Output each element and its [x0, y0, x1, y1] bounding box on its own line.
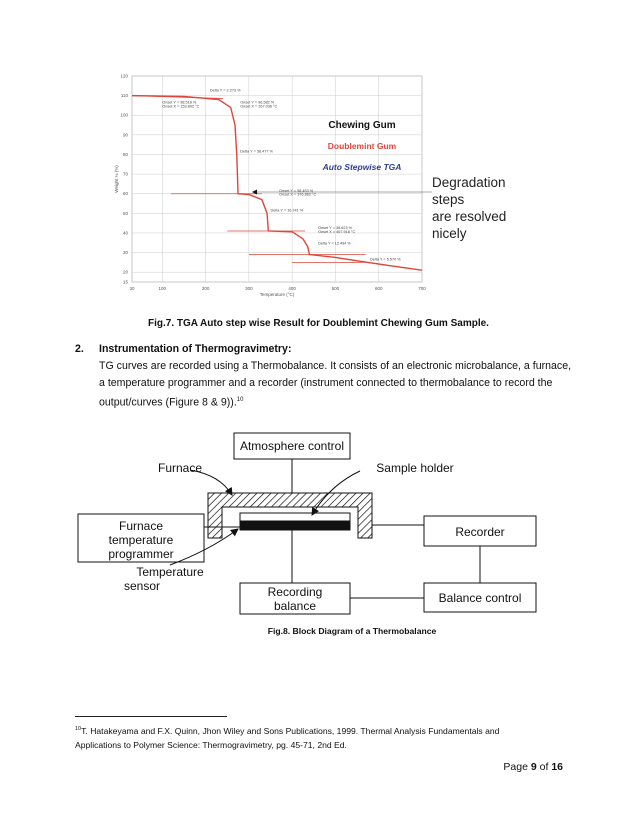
- recording-balance-label: Recording: [267, 585, 323, 599]
- programmer-label: programmer: [108, 547, 174, 561]
- y-tick-label: 120: [120, 73, 128, 79]
- x-tick-label: 200: [201, 286, 210, 291]
- sensor-label: sensor: [123, 579, 161, 593]
- note-line: are resolved: [432, 209, 507, 224]
- section-body: [99, 358, 571, 412]
- x-tick-label: 30: [129, 286, 135, 291]
- footnote-ref[interactable]: 10: [236, 397, 244, 403]
- programmer-label: temperature: [108, 533, 174, 547]
- y-tick-label: 110: [120, 93, 128, 99]
- y-tick-label: 30: [122, 250, 128, 256]
- y-tick-label: 100: [120, 112, 128, 118]
- recording-balance-label: balance: [273, 599, 317, 613]
- y-tick-label: 80: [122, 151, 128, 157]
- annotation: Onset X = 467.918 °C: [318, 229, 356, 234]
- annotation: Delta Y = 38.477 %: [240, 149, 273, 154]
- x-tick-label: 400: [288, 286, 296, 291]
- balance-beam: [240, 521, 350, 530]
- annotation: Onset Y = 96.582 %: [240, 100, 275, 105]
- annotation: Onset X = 267.036 °C: [240, 104, 278, 109]
- annotation: Onset Y = 98.518 %: [162, 100, 197, 105]
- y-tick-label: 60: [122, 191, 128, 197]
- footnote-number: 10: [75, 726, 82, 732]
- note-line: steps: [432, 192, 465, 207]
- x-tick-label: 700: [418, 286, 426, 291]
- annotation: Onset Y = 58.453 %: [279, 188, 314, 193]
- figure8-caption: Fig.8. Block Diagram of a Thermobalance: [267, 626, 437, 636]
- x-tick-label: 300: [245, 286, 253, 291]
- figure7-caption: Fig.7. TGA Auto step wise Result for Doublemint Chewing Gum Sample.: [148, 318, 489, 329]
- x-tick-label: 100: [158, 286, 167, 291]
- annotation: Onset X = 153.802 °C: [162, 104, 200, 109]
- y-tick-label: 20: [122, 269, 128, 275]
- footnote-line: T. Hatakeyama and F.X. Quinn, Jhon Wiley and Sons Publications, 1999. Thermal Analysis Fundamentals and: [81, 725, 500, 736]
- y-axis-label: Weight % (%): [114, 165, 119, 193]
- page-number: Page 9 of 16: [503, 761, 563, 773]
- y-tick-label: 40: [122, 230, 128, 236]
- y-tick-label: 50: [122, 210, 128, 216]
- chart-title: Chewing Gum: [328, 120, 396, 131]
- footnote: [75, 722, 499, 752]
- furnace-label: Furnace: [157, 461, 203, 475]
- annotation: Onset X = 376.862 °C: [279, 192, 317, 197]
- section-number: 2.: [75, 343, 84, 355]
- thermobalance-diagram: [70, 425, 570, 625]
- programmer-label: Furnace: [118, 519, 164, 533]
- body-line: TG curves are recorded using a Thermobalance. It consists of an electronic microbalance, a furnace,: [99, 360, 572, 372]
- y-tick-label: 70: [122, 171, 128, 177]
- annotation: Onset Y = 38.623 %: [318, 226, 353, 231]
- body-line: a temperature programmer and a recorder (instrument connected to thermobalance to record the: [99, 377, 553, 389]
- annotation: Delta Y = 16.741 %: [270, 208, 304, 213]
- annotation: Delta Y = 5.570 %: [370, 257, 401, 262]
- footnote-divider: [75, 716, 227, 717]
- section-heading: Instrumentation of Thermogravimetry:: [99, 343, 292, 355]
- recorder-label: Recorder: [455, 525, 505, 539]
- note-line: nicely: [432, 226, 467, 241]
- x-tick-label: 600: [374, 286, 383, 291]
- chart-subtitle: Doublemint Gum: [327, 141, 397, 151]
- chart-subtitle2: Auto Stepwise TGA: [322, 162, 402, 172]
- y-tick-label: 15: [122, 279, 128, 285]
- y-tick-label: 90: [122, 132, 128, 138]
- balance-control-label: Balance control: [438, 591, 522, 605]
- degradation-note: [432, 174, 506, 242]
- note-line: Degradation: [432, 175, 506, 190]
- footnote-line: Applications to Polymer Science: Thermogravimetry, pg. 45-71, 2nd Ed.: [75, 739, 347, 750]
- sample-holder-label: Sample holder: [376, 461, 454, 475]
- body-line: output/curves (Figure 8 & 9)).$^{10}$: [99, 396, 244, 409]
- sensor-label: Temperature: [136, 565, 204, 579]
- atmosphere-label: Atmosphere control: [239, 439, 345, 453]
- x-tick-label: 500: [331, 286, 340, 291]
- annotation: Delta Y = 12.494 %: [318, 241, 351, 246]
- annotation: Delta Y = 2.273 %: [209, 88, 241, 93]
- x-axis-label: Temperature (°C): [259, 292, 295, 297]
- tga-chart: [112, 68, 432, 298]
